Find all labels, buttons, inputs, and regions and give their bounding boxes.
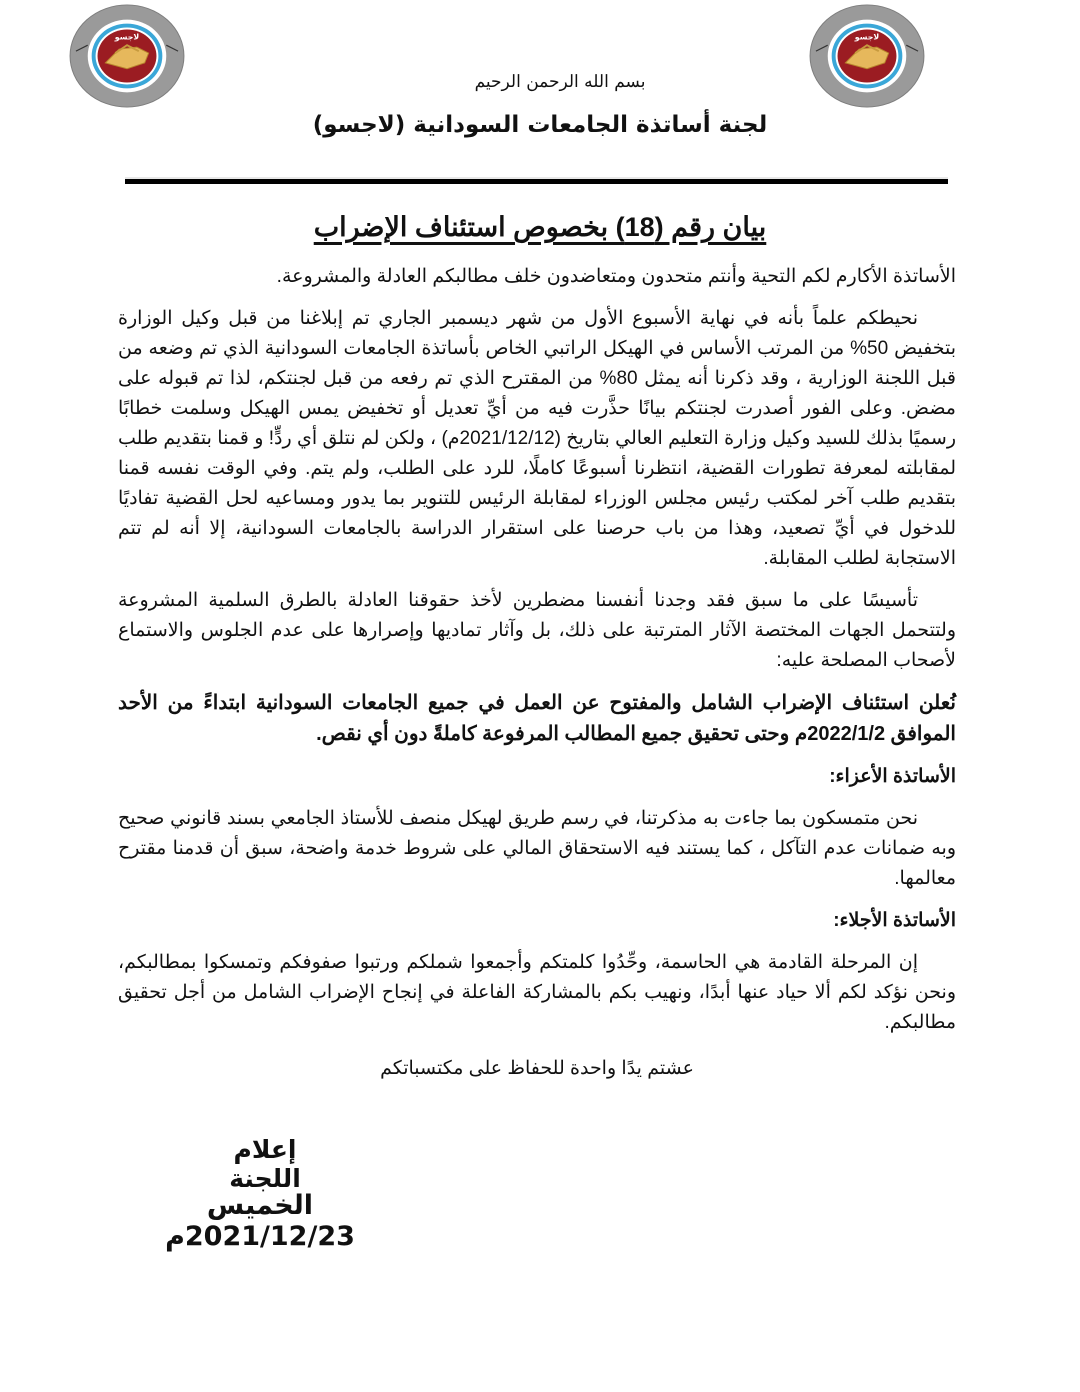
statement-title: بيان رقم (18) بخصوص استئناف الإضراب (313, 212, 767, 242)
basmala: بسم الله الرحمن الرحيم (474, 72, 646, 92)
logo-emblem-icon (808, 2, 926, 110)
committee-name: لجنة أساتذة الجامعات السودانية (لاجسو) (312, 112, 768, 138)
subheading-esteemed-professors: الأساتذة الأجلاء: (833, 910, 956, 931)
header-divider (125, 179, 948, 184)
committee-logo-right (808, 2, 926, 110)
subheading-dear-professors: الأساتذة الأعزاء: (829, 766, 956, 787)
svg-text:لاجسو: لاجسو (114, 32, 140, 42)
signature-issuer: إعلام اللجنة (229, 1135, 301, 1193)
paragraph-background: نحيطكم علماً بأنه في نهاية الأسبوع الأول من شهر ديسمبر الجاري تم إبلاغنا من قبل وكيل الوزارة بتخفيض 50% من المرتب الأساس في الهيكل الراتبي الخاص بأساتذة الجامعات السودانية الذي تم وضعه من قبل اللجنة الوزارية ، وقد ذكرنا أنه يمثل 80% من المقترح الذي تم رفعه من قبل لجنتكم، لذا تم قبوله على مضض. وعلى الفور أصدرت لجنتكم بيانًا حذَّرت فيه من أيِّ تعديل أو تخفيض يمس الهيكل وسلمت خطابًا رسميًا بذلك للسيد وكيل وزارة التعليم العالي بتاريخ (2021/12/12م) ، ولكن لم نتلق أي ردٍّ! و قمنا بتقديم طلب لمقابلته لمعرفة تطورات القضية، انتظرنا أسبوعًا كاملًا، للرد على الطلب، ولم يتم. وفي الوقت نفسه قمنا بتقديم طلب آخر لمكتب رئيس مجلس الوزراء لمقابلة الرئيس للتنوير بما يدور ومساعيه لحل القضية تفاديًا للدخول في أيِّ تصعيد، وهذا من باب حرصنا على استقرار الدراسة بالجامعات السودانية، إلا أنه لم تتم الاستجابة لطلب المقابلة. (118, 308, 956, 569)
svg-text:لاجسو: لاجسو (854, 32, 880, 42)
strike-announcement: نُعلن استئناف الإضراب الشامل والمفتوح عن العمل في جميع الجامعات السودانية ابتداءً من الأحد الموافق 2022/1/2م وحتى تحقيق جميع المطالب المرفوعة كاملةً دون أي نقص. (118, 692, 956, 745)
closing-line: عشتم يدًا واحدة للحفاظ على مكتسباتكم (380, 1058, 694, 1079)
signature-date: الخميس 2021/12/23م (165, 1190, 355, 1252)
statement-body (118, 262, 956, 1096)
paragraph-rationale: تأسيسًا على ما سبق فقد وجدنا أنفسنا مضطرين لأخذ حقوقنا العادلة بالطرق السلمية المشروعة ولتتحمل الجهات المختصة الآثار المترتبة على ذلك، بل وآثار تماديها وإصرارها على عدم الجلوس والاستماع لأصحاب المصلحة عليه: (118, 590, 956, 671)
paragraph-call-to-action: إن المرحلة القادمة هي الحاسمة، وحِّدُوا كلمتكم وأجمعوا شملكم ورتبوا صفوفكم وتمسكوا بمطالبكم، ونحن نؤكد لكم ألا حياد عنها أبدًا، ونهيب بكم بالمشاركة الفاعلة في إنجاح الإضراب الشامل من أجل تحقيق مطالبكم. (118, 952, 956, 1033)
greeting: الأساتذة الأكارم لكم التحية وأنتم متحدون ومتعاضدون خلف مطالبكم العادلة والمشروعة. (276, 266, 956, 287)
paragraph-demands: نحن متمسكون بما جاءت به مذكرتنا، في رسم طريق لهيكل منصف للأستاذ الجامعي بسند قانوني صحيح وبه ضمانات عدم التآكل ، كما يستند فيه الاستحقاق المالي على شروط خدمة واضحة، سبق أن قدمنا مقترح معالمها. (118, 808, 956, 889)
committee-logo-left (68, 2, 186, 110)
logo-emblem-icon (68, 2, 186, 110)
